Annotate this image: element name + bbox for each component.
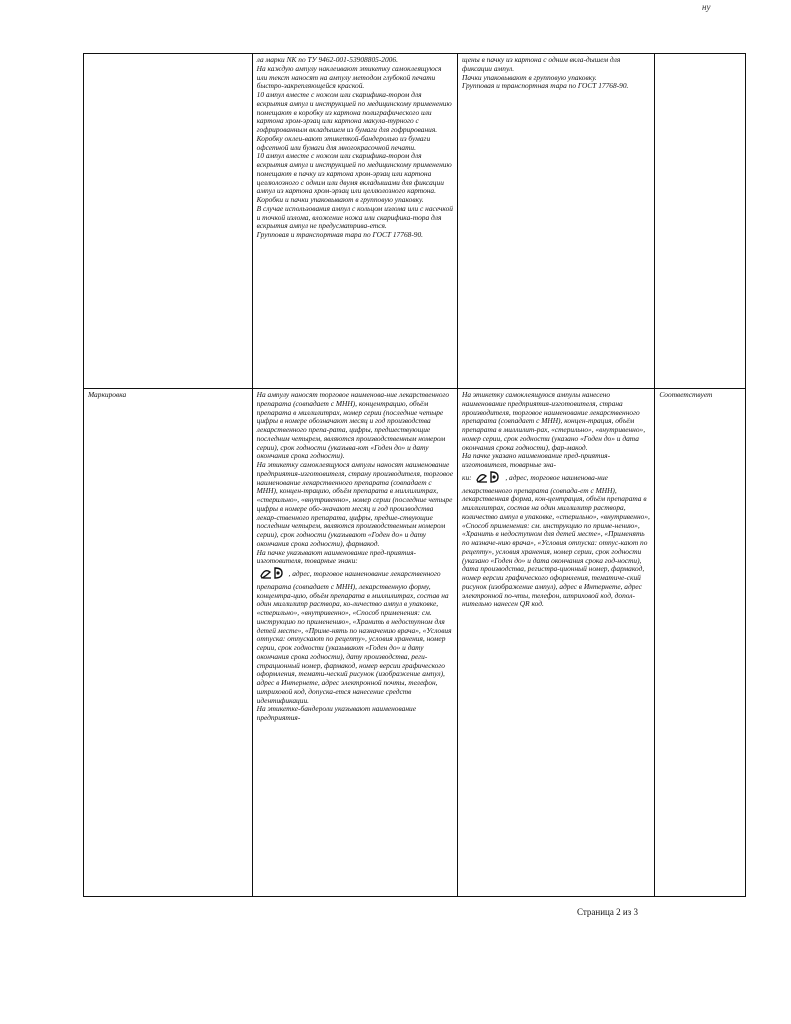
page-number: Страница 2 из 3: [577, 907, 638, 917]
table-row: [84, 54, 746, 389]
text-paragraph: На каждую ампулу наклеивают этикетку самоклеящуюся или текст наносят на ампулу методом глубокой печати быстро-закрепляющейся краской.: [256, 63, 442, 91]
text-paragraph: щены в пачку из картона с одним вкла-дышем для фиксации ампул.: [462, 55, 621, 73]
cell-results: [458, 54, 655, 389]
cell-requirements: [252, 389, 457, 897]
text-paragraph: , адрес, торговое наименование лекарственного препарата (совпадает с МНН), лекарственную форму, концентра-цию, объём препарата в миллилитрах, состав на один миллилитр раствора, ко-личество ампул в упаковке, «стерильно», «внутривенно», «Способ применения: см. инструкцию по применению», «Хранить в недоступном для детей месте», «Приме-нять по назначению врача», «Условия отпуска: отпускают по рецепту», условия хранения, номер серии, срок годности (указывают «Годен до» и дату окончания срока годности), дату производства, реги-страционный номер, фармакод, номер версии графического оформления, темати-ческий рисунок (изображение ампул), адрес в Интернете, адрес электронной почты, телефон, штриховой код, допуска-ется нанесение средств идентификации.: [256, 569, 452, 705]
cell-requirements: [252, 54, 457, 389]
text-paragraph: Коробки и пачки упаковывают в групповую упаковку.: [256, 195, 424, 204]
table-row: [84, 389, 746, 897]
text-paragraph: На пачке указывают наименование пред-приятия-изготовителя, товарные знаки:: [256, 547, 417, 566]
text-paragraph: На этикетку самоклеящуюся ампулы нанесено наименование предприятия-изготовителя, страна производителя, торговое наименование лекарственного препарата (совпадает с МНН), концен-трация, объём препарата в миллилит-рах, «стерильно», «внутривенно», номер серии, срок годности (указано «Годен до» и дата окончания срока годности), фар-макод.: [462, 390, 646, 452]
text-paragraph: ла марки NK по ТУ 9462-001-53908805-2006.: [256, 55, 398, 64]
text-paragraph: ки: , адрес, торговое наименова-ние лекарственного препарата (совпада-ет с МНН), лекарственная форма, кон-центрация, объём препарата в миллилитрах, состав на один миллилитр раствора, количество ампул в упаковке, «стерильно», «внутривенно», «Способ применения: см. инструкцию по приме-нению», «Хранить в недоступном для детей месте», «Применять по назначе-нию врача», «Условия отпуска: отпус-кают по рецепту», условия хранения, номер серии, срок годности (указано «Годен до» и дата окончания срока год-ности), дата производства, регистра-ционный номер, фармакод, номер версии графического оформления, тематиче-ский рисунок (изображение ампул), адрес в Интернете, адрес электронной по-чты, телефон, штриховой код, допол-нительно нанесен QR код.: [462, 472, 650, 609]
text-paragraph: В случае использования ампул с кольцом излома или с насечкой и точкой излома, вложение ножа или скарифика-тора для вскрытия ампул не предусматрива-ется.: [256, 203, 453, 231]
cell-indicator: Маркировка: [84, 389, 253, 897]
cell-indicator: [84, 54, 253, 389]
text-paragraph: Групповая и транспортная тара по ГОСТ 17768-90.: [462, 81, 629, 91]
cell-conclusion: Соответствует: [655, 389, 746, 897]
text-paragraph: На этикетку самоклеящуюся ампулы наносят наименование предприятия-изготовителя, страну производителя, торговое наименование лекарственного препарата (совпадает с МНН), концен-трацию, объём препарата в миллилитрах, «стерильно», «внутривенно», номер серии (последние четыре цифры в номере обо-значают месяц и год производства лекар-ственного препарата, цифры, предше-ствующие последним четырем, являются производственным номером серии), срок годности (указывают «Годен до» и дату окончания срока годности), фармакод.: [256, 460, 453, 548]
trademark-logo-icon: [259, 573, 287, 582]
text-paragraph: Пачки упаковывают в групповую упаковку.: [462, 72, 597, 82]
cell-conclusion: [655, 54, 746, 389]
text-paragraph: 10 ампул вместе с ножом или скарифика-тором для вскрытия ампул и инструкцией по медицинскому применению помещают в коробку из картона полиграфического или картона хром-эрзац или картона макула-турного с гофрированным вкладышем из бумаги для гофрирования. Коробку оклеи-вают этикеткой-бандеролью из бумаги офсетной или бумаги для многокрасочной печати.: [256, 90, 452, 152]
corner-mark: ну: [702, 2, 711, 12]
text-paragraph: На этикетке-бандероли указывают наименование предприятия-: [256, 704, 416, 722]
text-paragraph: На ампулу наносят торговое наименова-ние лекарственного препарата (совпадает с МНН), концентрацию, объём препарата в миллилитрах, номер серии (последние четыре цифры в номере обозначают месяц и год производства лекарственного препа-рата, цифры, предшествующие последним четырем, являются производственным номером серии), срок годности (указыва-ют «Годен до» и дату окончания срока годности).: [256, 390, 450, 461]
text-paragraph: Групповая и транспортная тара по ГОСТ 17768-90.: [256, 230, 424, 239]
cell-results: [458, 389, 655, 897]
trademark-logo-icon: [475, 477, 503, 486]
spec-table: [83, 53, 746, 897]
text-paragraph: На пачке указано наименование пред-приятия-изготовителя, товарные зна-: [462, 451, 611, 469]
text-paragraph: 10 ампул вместе с ножом или скарифика-тором для вскрытия ампул и инструкцией по медицинскому применению помещают в пачку из картона хром-эрзац или картона целлюлозного с одним или двумя вкладышами для фиксации ампул из картона хром-эрзац или целлюлозного картона.: [256, 151, 452, 196]
